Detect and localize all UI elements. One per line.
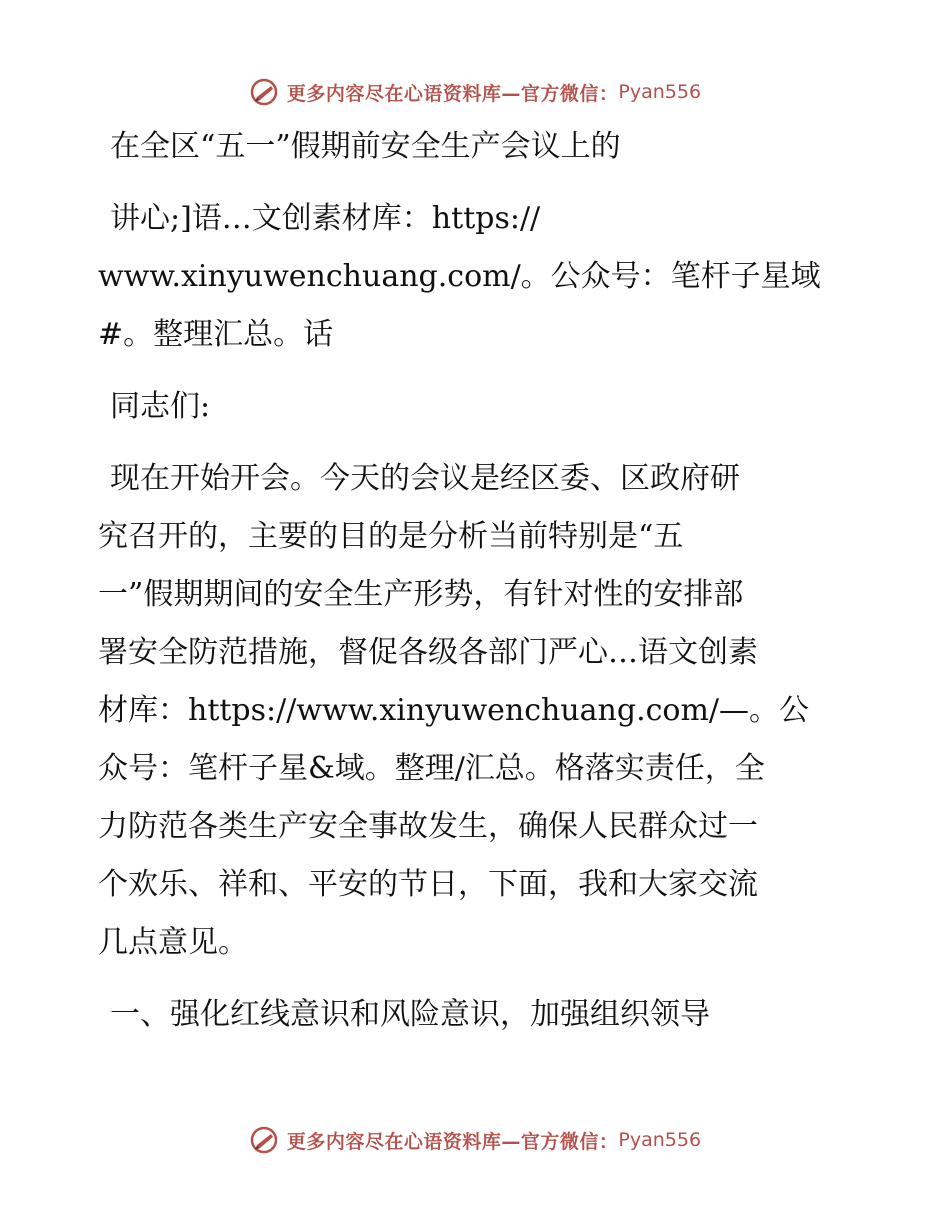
body-line: 署安全防范措施，督促各级各部门严心…语文创素 [98,635,758,670]
pen-logo-icon [249,77,279,107]
subtitle-line: #。整理汇总。话 [98,317,334,352]
section-heading: 一、强化红线意识和风险意识，加强组织领导 [110,997,710,1032]
body-line: 究召开的，主要的目的是分析当前特别是“五 [98,519,684,554]
body-line: 个欢乐、祥和、平安的节日，下面，我和大家交流 [98,867,758,902]
header-watermark-banner [0,72,950,112]
banner-text: 更多内容尽在心语资料库—官方微信： [286,82,619,105]
document-body [98,118,850,1044]
subtitle-line: www.xinyuwenchuang.com/。公众号：笔杆子星域 [98,259,821,294]
body-line: 几点意见。 [98,925,248,960]
salutation: 同志们: [110,389,211,424]
banner-wechat-id: Pyan556 [618,1129,702,1151]
banner-wechat-id: Pyan556 [618,81,702,103]
body-line: 力防范各类生产安全事故发生，确保人民群众过一 [98,809,758,844]
body-line: 一”假期期间的安全生产形势，有针对性的安排部 [98,577,744,612]
footer-watermark-banner [0,1120,950,1160]
body-line: 现在开始开会。今天的会议是经区委、区政府研 [110,461,740,496]
document-title: 在全区“五一”假期前安全生产会议上的 [110,129,621,164]
banner-text: 更多内容尽在心语资料库—官方微信： [286,1130,619,1153]
body-line: 材库：https://www.xinyuwenchuang.com/—。公 [98,693,810,728]
pen-logo-icon [249,1125,279,1155]
body-line: 众号：笔杆子星&域。整理/汇总。格落实责任，全 [98,751,765,786]
subtitle-line: 讲心;]语…文创素材库：https:// [110,201,541,236]
